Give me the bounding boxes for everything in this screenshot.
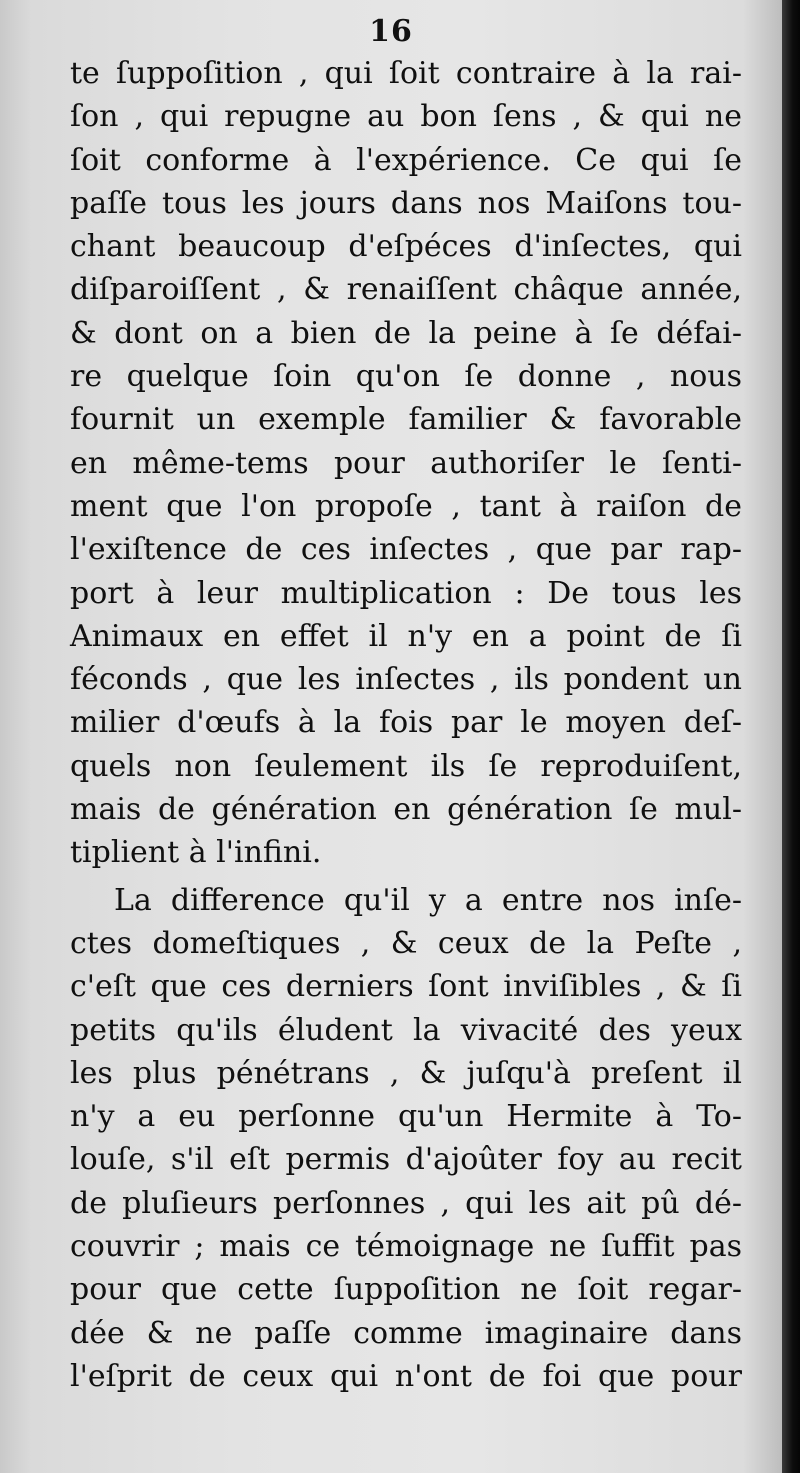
text-line: louſe, s'il eſt permis d'ajoûter foy au recit: [70, 1142, 742, 1178]
text-line: chant beaucoup d'eſpéces d'inſectes, qui: [70, 229, 742, 265]
text-line: c'eſt que ces derniers ſont inviſibles , & ſi: [70, 969, 742, 1005]
text-line: couvrir ; mais ce témoignage ne ſuffit pas: [70, 1229, 742, 1265]
body-text: [70, 52, 742, 1398]
text-line: ſoit conforme à l'expérience. Ce qui ſe: [70, 142, 742, 178]
page-edge-shadow: [782, 0, 800, 1473]
text-line: port à leur multiplication : De tous les: [70, 575, 742, 611]
text-line: ctes domeſtiques , & ceux de la Peſte ,: [70, 925, 742, 961]
text-line: dée & ne paſſe comme imaginaire dans: [70, 1315, 742, 1351]
text-line: en même-tems pour authoriſer le ſenti-: [70, 445, 742, 481]
text-line: féconds , que les inſectes , ils pondent un: [70, 662, 742, 698]
text-line: ment que l'on propoſe , tant à raiſon de: [70, 488, 742, 524]
text-line: pour que cette ſuppoſition ne ſoit regar-: [70, 1272, 742, 1308]
text-line: & dont on a bien de la peine à ſe défai-: [70, 315, 742, 351]
text-line: quels non ſeulement ils ſe reproduiſent,: [70, 748, 742, 784]
text-line: milier d'œufs à la fois par le moyen deſ-: [70, 705, 742, 741]
text-line: l'exiſtence de ces inſectes , que par rap-: [70, 532, 742, 568]
text-line: l'eſprit de ceux qui n'ont de foi que pour: [70, 1358, 742, 1394]
paragraph: [70, 879, 742, 1399]
text-line: diſparoiſſent , & renaiſſent châque année,: [70, 272, 742, 308]
text-line: fournit un exemple familier & favorable: [70, 402, 742, 438]
text-line: tiplient à l'infini.: [70, 835, 322, 871]
text-line: re quelque ſoin qu'on ſe donne , nous: [70, 359, 742, 395]
page-number: 16: [369, 14, 413, 49]
text-line: ſon , qui repugne au bon ſens , & qui ne: [70, 99, 742, 135]
text-line: n'y a eu perſonne qu'un Hermite à To-: [70, 1099, 742, 1135]
text-line: Animaux en effet il n'y en a point de ſi: [70, 618, 742, 654]
text-line: de pluſieurs perſonnes , qui les ait pû dé-: [70, 1185, 742, 1221]
text-line: paſſe tous les jours dans nos Maiſons tou-: [70, 185, 742, 221]
text-line: les plus pénétrans , & juſqu'à preſent il: [70, 1055, 742, 1091]
paragraph: [70, 52, 742, 875]
text-line: te ſuppoſition , qui ſoit contraire à la rai-: [70, 56, 742, 91]
text-line: La difference qu'il y a entre nos inſe-: [114, 882, 742, 918]
text-line: mais de génération en génération ſe mul-: [70, 792, 742, 828]
text-line: petits qu'ils éludent la vivacité des yeux: [70, 1012, 742, 1048]
